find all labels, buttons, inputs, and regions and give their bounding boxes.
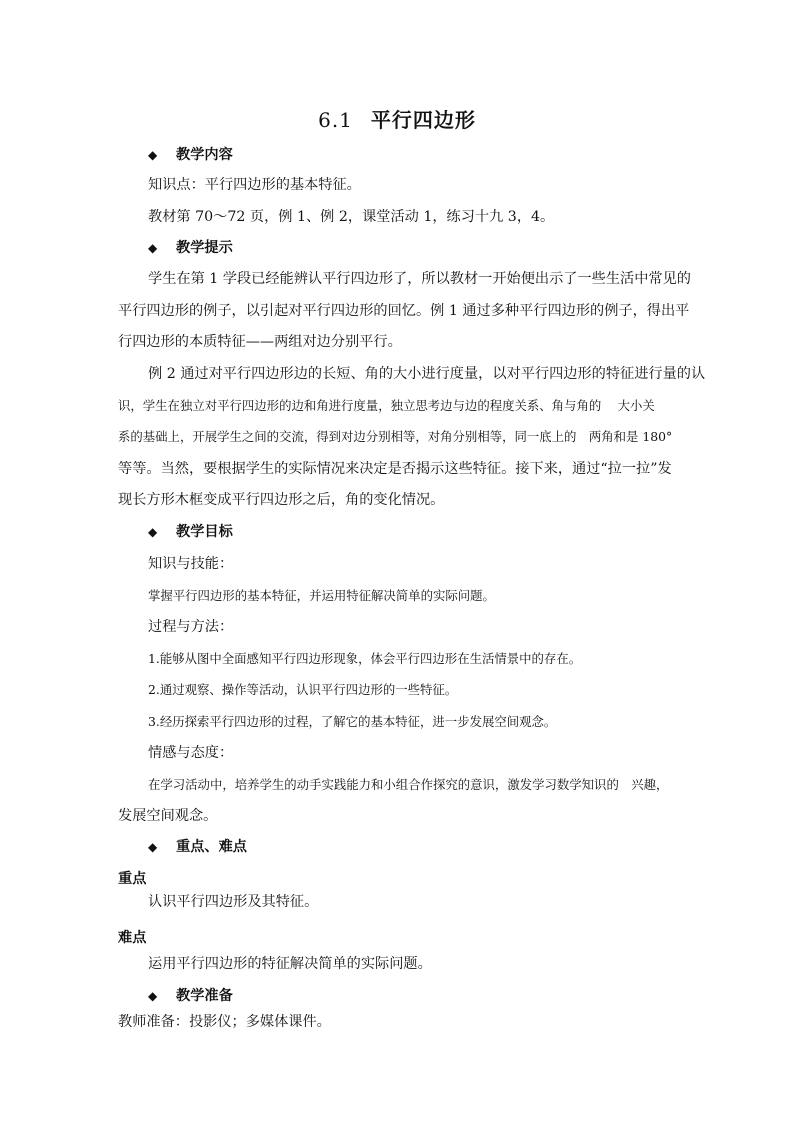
hints-p1-line1: 学生在第 1 学段已经能辨认平行四边形了，所以教材一开始便出示了一些生活中常见的 (148, 271, 691, 287)
heading-hints: ◆ 教学提示 (148, 240, 233, 256)
heading-goals: ◆ 教学目标 (148, 524, 233, 540)
key-text: 认识平行四边形及其特征。 (148, 894, 319, 910)
diamond-bullet-icon: ◆ (148, 840, 158, 854)
heading-content: ◆ 教学内容 (148, 147, 233, 163)
diamond-bullet-icon: ◆ (148, 241, 158, 255)
heading-keypoints: ◆ 重点、难点 (148, 839, 247, 855)
knowledge-point: 知识点：平行四边形的基本特征。 (148, 177, 361, 193)
goal-attitude-label: 情感与态度： (148, 745, 234, 761)
hints-p2-line1: 例 2 通过对平行四边形边的长短、角的大小进行度量，以对平行四边形的特征进行量的认 (148, 366, 706, 382)
goal-knowledge-label: 知识与技能： (148, 556, 234, 572)
hints-p2-line5: 现长方形木框变成平行四边形之后，角的变化情况。 (118, 492, 445, 508)
textbook-pages: 教材第 70～72 页，例 1、例 2，课堂活动 1，练习十九 3，4。 (148, 209, 555, 225)
goal-method-2: 2.通过观察、操作等活动，认识平行四边形的一些特征。 (148, 682, 458, 697)
title-text: 平行四边形 (370, 108, 476, 132)
hints-p2-line3: 系的基础上，开展学生之间的交流，得到对边分别相等，对角分别相等，同一底上的 两角和是 180° (118, 429, 673, 444)
diamond-bullet-icon: ◆ (148, 525, 158, 539)
teacher-prep: 教师准备：投影仪；多媒体课件。 (118, 1014, 331, 1030)
key-label: 重点 (118, 871, 147, 887)
hints-p2-line2: 识，学生在独立对平行四边形的边和角进行度量，独立思考边与边的程度关系、角与角的 大小关 (118, 398, 655, 413)
diamond-bullet-icon: ◆ (148, 989, 158, 1003)
page-title (0, 104, 794, 133)
goal-attitude-line2: 发展空间观念。 (118, 808, 218, 824)
difficulty-text: 运用平行四边形的特征解决简单的实际问题。 (148, 956, 432, 972)
goal-method-3: 3.经历探索平行四边形的过程，了解它的基本特征，进一步发展空间观念。 (148, 714, 557, 729)
section-number: 6.1 (318, 108, 353, 132)
goal-method-label: 过程与方法： (148, 619, 234, 635)
difficulty-label: 难点 (118, 930, 147, 946)
goal-knowledge-text: 掌握平行四边形的基本特征，并运用特征解决简单的实际问题。 (148, 588, 495, 603)
diamond-bullet-icon: ◆ (148, 148, 158, 162)
goal-method-1: 1.能够从图中全面感知平行四边形现象，体会平行四边形在生活情景中的存在。 (148, 651, 582, 666)
hints-p1-line3: 行四边形的本质特征——两组对边分别平行。 (118, 334, 402, 350)
hints-p2-line4: 等等。当然，要根据学生的实际情况来决定是否揭示这些特征。接下来，通过“拉一拉”发 (118, 461, 672, 477)
hints-p1-line2: 平行四边形的例子，以引起对平行四边形的回忆。例 1 通过多种平行四边形的例子，得出平 (118, 303, 690, 319)
goal-attitude-line1: 在学习活动中，培养学生的动手实践能力和小组合作探究的意识，激发学习数学知识的 兴趣， (148, 777, 669, 792)
heading-prep: ◆ 教学准备 (148, 988, 233, 1004)
